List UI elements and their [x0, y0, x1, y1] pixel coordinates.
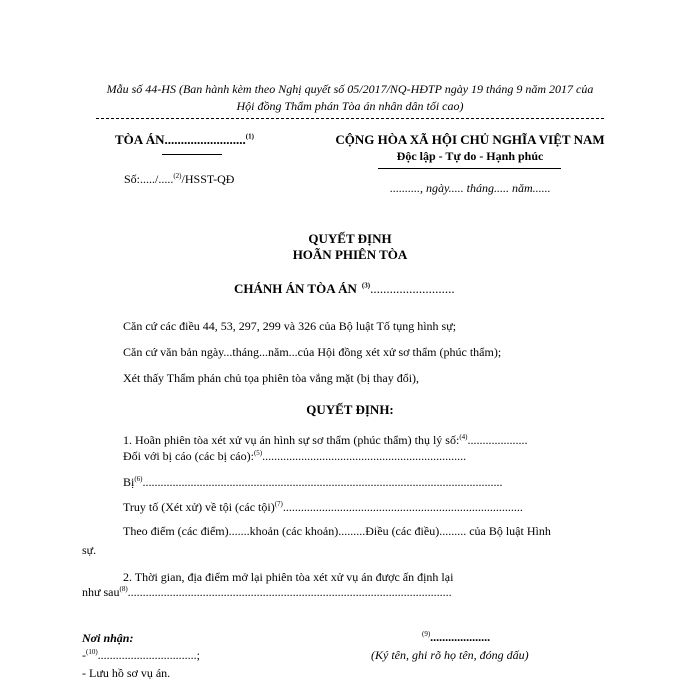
prosecuted-dots: ................................................................................: [282, 500, 523, 514]
decision-number-suffix: /HSST-QĐ: [181, 172, 235, 186]
bi-note: (6): [134, 475, 143, 483]
signature-instruction: (Ký tên, ghi rõ họ tên, đóng dấu): [371, 648, 529, 662]
item1-text: 1. Hoãn phiên tòa xét xử vụ án hình sự sơ thẩm (phúc thẩm) thụ lý số:: [123, 433, 460, 447]
archive-line: - Lưu hồ sơ vụ án.: [82, 666, 171, 680]
defendants-dots: ....................................................................: [262, 449, 467, 463]
item2-dots: ............................................................................................................: [127, 585, 452, 599]
item2-line: 2. Thời gian, địa điểm mở lại phiên tòa xét xử vụ án được ấn định lại: [123, 570, 454, 584]
form-reference-line1: Mẫu số 44-HS (Ban hành kèm theo Nghị quyết số 05/2017/NQ-HĐTP ngày 19 tháng 9 năm 2017 của: [106, 82, 594, 96]
recipient-line: [82, 648, 200, 663]
prosecuted-line: [123, 500, 523, 515]
court-name-note: (1): [245, 132, 254, 141]
item2-line-continued: [82, 585, 452, 600]
motto-underline: [378, 168, 561, 169]
item1-dots: ....................: [467, 433, 528, 447]
republic-motto: Độc lập - Tự do - Hạnh phúc: [396, 149, 544, 163]
item2-note: (8): [119, 585, 128, 593]
recipient-note: (10): [86, 648, 98, 656]
defendants-note: (5): [253, 449, 263, 457]
recipient-prefix: -: [82, 648, 86, 662]
basis-line: Xét thấy Thẩm phán chủ tọa phiên tòa vắng mặt (bị thay đổi),: [123, 371, 420, 385]
court-underline: [162, 154, 222, 155]
header-dashed-divider: [96, 118, 604, 119]
document-subtitle: HOÃN PHIÊN TÒA: [292, 247, 408, 262]
signature-dots: ....................: [430, 630, 491, 644]
date-line: .........., ngày..... tháng..... năm......: [390, 181, 551, 195]
bi-line: [123, 475, 503, 490]
chief-judge-note: (3): [361, 281, 371, 290]
chief-judge-line: [234, 281, 455, 297]
signature-line: [422, 630, 490, 645]
defendants-line: [123, 449, 466, 464]
court-name-text: TÒA ÁN.........................: [115, 132, 246, 147]
decision-number-note: (2): [173, 172, 182, 180]
document-title: QUYẾT ĐỊNH: [308, 231, 392, 246]
item2-prefix: như sau: [82, 585, 120, 599]
recipients-title: Nơi nhận:: [82, 631, 134, 645]
item1-line: [123, 433, 527, 448]
signature-note: (9): [422, 630, 431, 638]
decision-number-prefix: Số:...../.....: [124, 172, 174, 186]
form-reference-line2: Hội đồng Thẩm phán Tòa án nhân dân tối cao): [236, 99, 464, 113]
chief-judge-text: CHÁNH ÁN TÒA ÁN: [234, 281, 357, 296]
decision-heading: QUYẾT ĐỊNH:: [306, 402, 394, 417]
item1-note: (4): [459, 433, 468, 441]
defendants-text: Đối với bị cáo (các bị cáo):: [123, 449, 254, 463]
prosecuted-note: (7): [274, 500, 283, 508]
republic-name: CỘNG HÒA XÃ HỘI CHỦ NGHĨA VIỆT NAM: [335, 132, 605, 147]
bi-text: Bị: [123, 475, 135, 489]
basis-line: Căn cứ văn bản ngày...tháng...năm...của Hội đồng xét xử sơ thẩm (phúc thẩm);: [123, 345, 502, 359]
basis-line: Căn cứ các điều 44, 53, 297, 299 và 326 của Bộ luật Tố tụng hình sự;: [123, 319, 457, 333]
bi-dots: ........................................................................................................................: [142, 475, 503, 489]
court-name: [115, 132, 254, 148]
provision-line: Theo điểm (các điểm).......khoản (các khoản).........Điều (các điều)......... của Bộ luật Hình: [123, 524, 551, 538]
prosecuted-text: Truy tố (Xét xử) về tội (các tội): [123, 500, 275, 514]
decision-number: [124, 172, 234, 187]
chief-judge-dots: ..........................: [370, 281, 455, 296]
recipient-dots: .................................;: [97, 648, 201, 662]
provision-line-continued: sự.: [82, 543, 97, 557]
